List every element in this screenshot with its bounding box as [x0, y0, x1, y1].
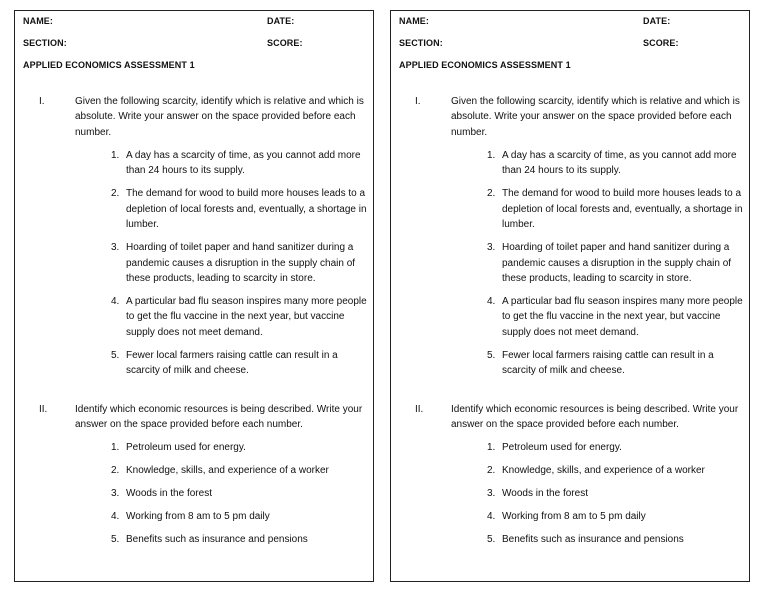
part-one-items	[111, 148, 367, 386]
list-item	[487, 186, 743, 232]
section-label: SECTION:	[23, 38, 67, 48]
item-text: A particular bad flu season inspires many more people to get the flu vaccine in the next year, but vaccine supply does not meet demand.	[126, 296, 367, 338]
list-item	[111, 509, 367, 524]
item-number: 5.	[111, 349, 120, 361]
item-text: Knowledge, skills, and experience of a worker	[126, 465, 329, 476]
list-item	[111, 532, 367, 547]
item-text: Petroleum used for energy.	[502, 442, 622, 453]
section-label: SECTION:	[399, 38, 443, 48]
item-number: 3.	[111, 242, 120, 254]
item-number: 1.	[111, 442, 120, 453]
item-number: 4.	[487, 296, 496, 308]
part-two-items	[111, 440, 367, 555]
item-number: 2.	[487, 465, 496, 476]
list-item	[487, 440, 743, 455]
list-item	[487, 532, 743, 547]
item-number: 1.	[487, 150, 496, 161]
list-item	[111, 240, 367, 286]
item-number: 5.	[487, 349, 496, 361]
assessment-title: APPLIED ECONOMICS ASSESSMENT 1	[399, 60, 571, 70]
part-two-instruction: Identify which economic resources is being described. Write your answer on the space provided before each number.	[451, 404, 739, 431]
part-two-instruction: Identify which economic resources is being described. Write your answer on the space provided before each number.	[75, 404, 363, 431]
list-item	[111, 148, 367, 179]
date-label: DATE:	[643, 16, 671, 26]
item-text: Woods in the forest	[502, 488, 588, 499]
name-label: NAME:	[23, 16, 53, 26]
list-item	[111, 186, 367, 232]
item-text: Benefits such as insurance and pensions	[502, 534, 684, 545]
part-two-items	[487, 440, 743, 555]
item-number: 2.	[111, 465, 120, 476]
item-text: A particular bad flu season inspires many more people to get the flu vaccine in the next year, but vaccine supply does not meet demand.	[502, 296, 743, 338]
name-label: NAME:	[399, 16, 429, 26]
item-number: 4.	[111, 511, 120, 522]
list-item	[487, 148, 743, 179]
item-text: Working from 8 am to 5 pm daily	[502, 511, 646, 522]
item-number: 2.	[487, 188, 496, 200]
item-text: Petroleum used for energy.	[126, 442, 246, 453]
item-text: A day has a scarcity of time, as you cannot add more than 24 hours to its supply.	[502, 150, 737, 177]
item-number: 3.	[111, 488, 120, 499]
list-item	[111, 294, 367, 340]
list-item	[487, 294, 743, 340]
assessment-title: APPLIED ECONOMICS ASSESSMENT 1	[23, 60, 195, 70]
item-number: 4.	[487, 511, 496, 522]
part-one-instruction: Given the following scarcity, identify which is relative and which is absolute. Write your answer on the space provided before each number.	[451, 96, 740, 138]
item-number: 4.	[111, 296, 120, 308]
list-item	[111, 440, 367, 455]
item-number: 5.	[487, 534, 496, 545]
list-item	[487, 463, 743, 478]
list-item	[111, 463, 367, 478]
item-text: Fewer local farmers raising cattle can result in a scarcity of milk and cheese.	[502, 349, 714, 377]
date-label: DATE:	[267, 16, 295, 26]
item-text: The demand for wood to build more houses leads to a depletion of local forests and, eventually, a shortage in lumber.	[502, 188, 743, 231]
item-text: Knowledge, skills, and experience of a worker	[502, 465, 705, 476]
part-one-items	[487, 148, 743, 386]
item-text: The demand for wood to build more houses leads to a depletion of local forests and, eventually, a shortage in lumber.	[126, 188, 367, 231]
part-two-numeral: II.	[415, 404, 424, 415]
item-number: 1.	[487, 442, 496, 453]
item-number: 3.	[487, 488, 496, 499]
part-one-numeral: I.	[39, 96, 45, 107]
item-text: Fewer local farmers raising cattle can result in a scarcity of milk and cheese.	[126, 349, 338, 377]
part-two-numeral: II.	[39, 404, 48, 415]
item-number: 3.	[487, 242, 496, 254]
assessment-sheet-right	[390, 10, 750, 582]
part-one-instruction: Given the following scarcity, identify which is relative and which is absolute. Write your answer on the space provided before each number.	[75, 96, 364, 138]
score-label: SCORE:	[267, 38, 303, 48]
item-text: Hoarding of toilet paper and hand sanitizer during a pandemic causes a disruption in the supply chain of these products, leading to scarcity in store.	[502, 242, 732, 285]
list-item	[487, 240, 743, 286]
item-text: Hoarding of toilet paper and hand sanitizer during a pandemic causes a disruption in the supply chain of these products, leading to scarcity in store.	[126, 242, 356, 285]
assessment-sheet-left	[14, 10, 374, 582]
item-text: Woods in the forest	[126, 488, 212, 499]
item-text: Benefits such as insurance and pensions	[126, 534, 308, 545]
item-number: 1.	[111, 150, 120, 161]
item-text: Working from 8 am to 5 pm daily	[126, 511, 270, 522]
item-number: 5.	[111, 534, 120, 545]
list-item	[487, 509, 743, 524]
part-one-numeral: I.	[415, 96, 421, 107]
item-text: A day has a scarcity of time, as you cannot add more than 24 hours to its supply.	[126, 150, 361, 177]
item-number: 2.	[111, 188, 120, 200]
score-label: SCORE:	[643, 38, 679, 48]
list-item	[487, 348, 743, 379]
list-item	[111, 486, 367, 501]
list-item	[487, 486, 743, 501]
list-item	[111, 348, 367, 379]
